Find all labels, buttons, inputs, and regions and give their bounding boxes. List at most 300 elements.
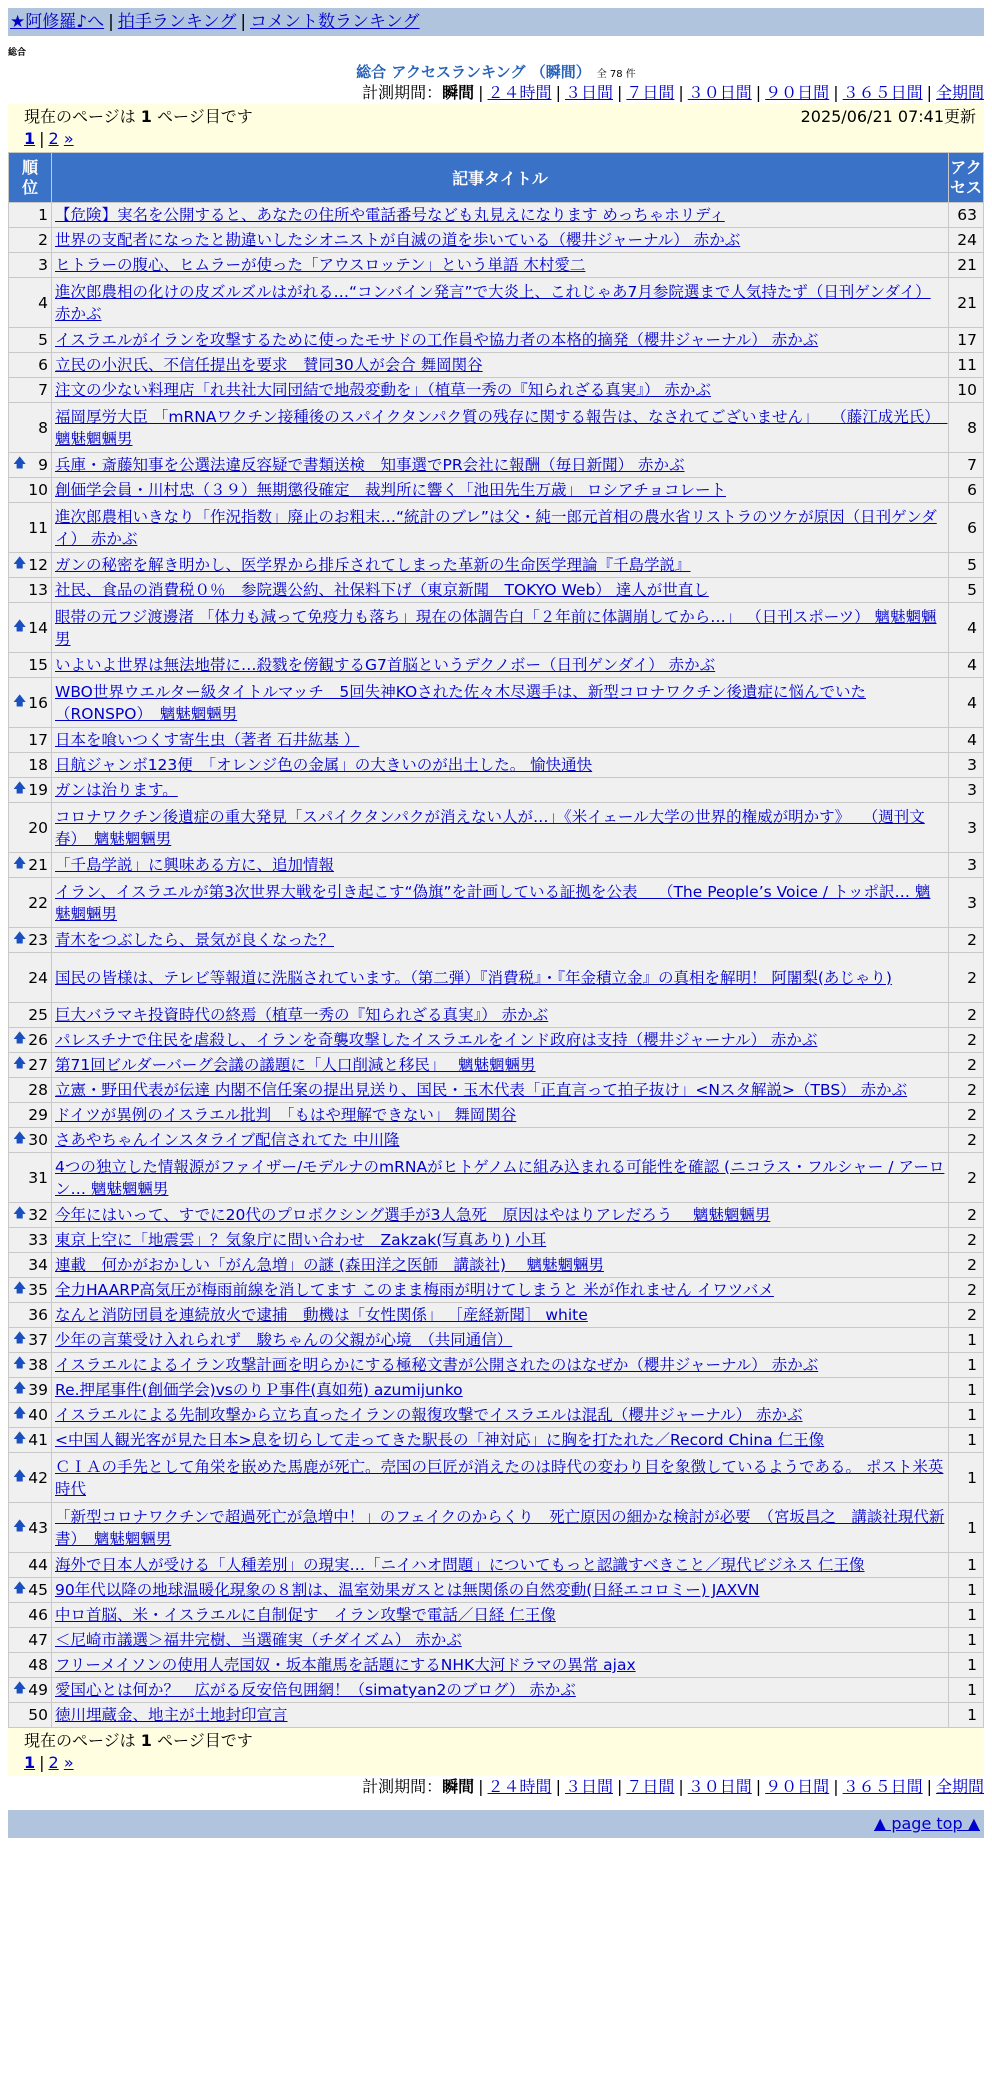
access-count: 11 xyxy=(949,353,983,377)
access-count: 2 xyxy=(949,1203,983,1227)
title-cell xyxy=(52,253,948,277)
article-title-link[interactable]: 東京上空に「地震雲」？気象庁に問い合わせ Zakzak(写真あり) 小耳 xyxy=(55,1231,547,1249)
page-title-area xyxy=(8,62,984,82)
table-row xyxy=(9,378,983,402)
title-cell xyxy=(52,278,948,327)
table-row xyxy=(9,778,983,802)
article-title-link[interactable]: ヒトラーの腹心、ヒムラーが使った「アウスロッテン」という単語 木村愛二 xyxy=(55,256,586,274)
table-row xyxy=(9,253,983,277)
rank-number: 11 xyxy=(28,518,48,537)
rank-up-arrow-icon: 🡅 xyxy=(13,1681,27,1696)
period-link-4[interactable]: ７日間 xyxy=(626,1777,675,1796)
rank-cell xyxy=(9,453,51,477)
rank-number: 3 xyxy=(38,256,48,274)
article-title-link[interactable]: フリーメイソンの使用人売国奴・坂本龍馬を話題にするNHK大河ドラマの異常 ajax xyxy=(55,1656,636,1674)
next-page-link[interactable]: » xyxy=(63,1753,74,1772)
title-cell xyxy=(52,353,948,377)
period-separator: | xyxy=(555,83,561,102)
table-row xyxy=(9,678,983,727)
article-title-link[interactable]: 海外で日本人が受ける「人種差別」の現実…「ニイハオ問題」についてもっと認識すべきこと／現代ビジネス 仁王像 xyxy=(55,1556,865,1574)
period-selector xyxy=(8,82,984,104)
rank-number: 17 xyxy=(28,731,48,749)
rank-up-arrow-icon: 🡅 xyxy=(13,1518,27,1534)
table-row xyxy=(9,1003,983,1027)
period-link-5[interactable]: ３０日間 xyxy=(687,1777,752,1796)
article-title-link[interactable]: 眼帯の元フジ渡邊渚 「体力も減って免疫力も落ち」現在の体調告白「２年前に体調崩してから…」 （日刊スポーツ） 魑魅魍魎男 xyxy=(55,607,937,648)
period-link-7[interactable]: ３６５日間 xyxy=(842,83,923,102)
title-cell xyxy=(52,1653,948,1677)
article-title-link[interactable]: なんと消防団員を連続放火で逮捕 動機は「女性関係」 ［産経新聞］ white xyxy=(55,1306,588,1324)
access-count: 21 xyxy=(949,253,983,277)
page-link-2[interactable]: 2 xyxy=(48,129,59,148)
period-link-7[interactable]: ３６５日間 xyxy=(842,1777,923,1796)
rank-number: 4 xyxy=(38,293,48,312)
rank-number: 14 xyxy=(28,618,48,637)
period-link-4[interactable]: ７日間 xyxy=(626,83,675,102)
article-title-link[interactable]: ドイツが異例のイスラエル批判 「もはや理解できない」 舞岡関谷 xyxy=(55,1106,517,1124)
rank-cell xyxy=(9,1053,51,1077)
page-top-link[interactable]: ▲ page top ▲ xyxy=(873,1814,980,1833)
access-count: 1 xyxy=(949,1703,983,1727)
article-title-link[interactable]: 全力HAARP高気圧が梅雨前線を消してます このまま梅雨が明けてしまうと 米が作れません イワツバメ xyxy=(55,1281,774,1299)
period-link-3[interactable]: ３日間 xyxy=(564,1777,613,1796)
table-row xyxy=(9,1028,983,1052)
table-row xyxy=(9,753,983,777)
access-count: 1 xyxy=(949,1403,983,1427)
article-title-link[interactable]: イスラエルがイランを攻撃するために使ったモサドの工作員や協力者の本格的摘発（櫻井ジャーナル） 赤かぶ xyxy=(55,331,819,349)
rank-number: 27 xyxy=(28,1056,48,1074)
article-title-link[interactable]: いよいよ世界は無法地帯に…殺戮を傍観するG7首脳というデクノボー（日刊ゲンダイ） 赤かぶ xyxy=(55,656,716,674)
access-count: 2 xyxy=(949,1303,983,1327)
access-count: 2 xyxy=(949,1003,983,1027)
rank-up-arrow-icon: 🡅 xyxy=(13,1356,27,1371)
rank-cell xyxy=(9,1578,51,1602)
article-title-link[interactable]: コロナワクチン後遺症の重大発見「スパイクタンパクが消えない人が…」《米イェール大学の世界的権威が明かす》 （週刊文春） 魑魅魍魎男 xyxy=(55,807,925,848)
period-link-1: 瞬間 xyxy=(442,1777,475,1796)
rank-up-arrow-icon: 🡅 xyxy=(13,1406,27,1421)
page-link-1[interactable]: 1 xyxy=(24,129,36,148)
rank-number: 20 xyxy=(28,818,48,837)
article-title-link[interactable]: 日本を喰いつくす寄生虫（著者 石井紘基 ） xyxy=(55,731,360,749)
article-title-link[interactable]: 兵庫・斎藤知事を公選法違反容疑で書類送検 知事選でPR会社に報酬（毎日新聞） 赤かぶ xyxy=(55,456,685,474)
article-title-link[interactable]: WBO世界ウエルター級タイトルマッチ 5回失神KOされた佐々木尽選手は、新型コロナワクチン後遺症に悩んでいた（RONSPO） 魑魅魍魎男 xyxy=(55,682,866,723)
table-row xyxy=(9,1278,983,1302)
title-cell xyxy=(52,1153,948,1202)
table-row xyxy=(9,578,983,602)
article-title-link[interactable]: 国民の皆様は、テレビ等報道に洗脳されています。（第二弾）『消費税』・『年金積立金』の真相を解明！ 阿闍梨(あじゃり) xyxy=(55,968,892,987)
article-title-link[interactable]: ガンの秘密を解き明かし、医学界から排斥されてしまった革新の生命医学理論『千島学説』 xyxy=(55,556,691,574)
rank-number: 44 xyxy=(28,1556,48,1574)
table-row xyxy=(9,953,983,1002)
article-title-link[interactable]: 4つの独立した情報源がファイザー/モデルナのmRNAがヒトゲノムに組み込まれる可能性を確認 (ニコラス・フルシャー / アーロン… 魑魅魍魎男 xyxy=(55,1157,945,1198)
rank-cell xyxy=(9,1153,51,1202)
title-cell xyxy=(52,1603,948,1627)
period-label: 計測期間： xyxy=(362,83,443,102)
access-count: 1 xyxy=(949,1503,983,1552)
table-row xyxy=(9,1503,983,1552)
period-separator: | xyxy=(926,1777,932,1796)
title-cell xyxy=(52,1678,948,1702)
rank-number: 49 xyxy=(28,1681,48,1699)
table-row xyxy=(9,278,983,327)
rank-cell xyxy=(9,728,51,752)
article-title-link[interactable]: 少年の言葉受け入れられず 駿ちゃんの父親が心境 （共同通信） xyxy=(55,1331,513,1349)
access-count: 3 xyxy=(949,753,983,777)
rank-cell xyxy=(9,403,51,452)
period-links xyxy=(442,1777,984,1796)
rank-cell xyxy=(9,1103,51,1127)
title-cell xyxy=(52,553,948,577)
table-row xyxy=(9,1403,983,1427)
table-row xyxy=(9,503,983,552)
rank-number: 30 xyxy=(28,1131,48,1149)
article-title-link[interactable]: 世界の支配者になったと勘違いしたシオニストが自滅の道を歩いている（櫻井ジャーナル） 赤かぶ xyxy=(55,231,741,249)
rank-cell xyxy=(9,1078,51,1102)
access-count: 4 xyxy=(949,603,983,652)
rank-cell xyxy=(9,253,51,277)
rank-cell xyxy=(9,578,51,602)
rank-cell xyxy=(9,1203,51,1227)
article-title-link[interactable]: 注文の少ない料理店「れ共社大同団結で地殻変動を」（植草一秀の『知られざる真実』） 赤かぶ xyxy=(55,381,711,399)
rank-number: 47 xyxy=(28,1631,48,1649)
rank-cell xyxy=(9,1678,51,1702)
access-count: 6 xyxy=(949,478,983,502)
article-title-link[interactable]: 【危険】実名を公開すると、あなたの住所や電話番号なども丸見えになります めっちゃホリディ xyxy=(55,206,725,224)
rank-cell xyxy=(9,1128,51,1152)
title-cell xyxy=(52,853,948,877)
title-cell xyxy=(52,578,948,602)
title-cell xyxy=(52,1403,948,1427)
title-cell xyxy=(52,1578,948,1602)
title-cell xyxy=(52,1078,948,1102)
article-title-link[interactable]: 日航ジャンボ123便 「オレンジ色の金属」の大きいのが出土した。 愉快通快 xyxy=(55,756,593,774)
rank-number: 42 xyxy=(28,1468,48,1487)
article-title-link[interactable]: <中国人観光客が見た日本>息を切らして走ってきた駅長の「神対応」に胸を打たれた／Record China 仁王像 xyxy=(55,1431,825,1449)
title-cell xyxy=(52,1203,948,1227)
title-cell xyxy=(52,1103,948,1127)
rank-number: 9 xyxy=(38,456,48,474)
period-separator: | xyxy=(678,1777,684,1796)
period-separator: | xyxy=(478,83,484,102)
table-row xyxy=(9,1053,983,1077)
access-count: 4 xyxy=(949,653,983,677)
article-title-link[interactable]: イラン、イスラエルが第3次世界大戦を引き起こす“偽旗”を計画している証拠を公表 （The People’s Voice / トッポ訳… 魑魅魍魎男 xyxy=(55,882,931,923)
table-row xyxy=(9,478,983,502)
title-cell xyxy=(52,878,948,927)
rank-up-arrow-icon: 🡅 xyxy=(13,1206,27,1221)
article-title-link[interactable]: 巨大バラマキ投資時代の終焉（植草一秀の『知られざる真実』） 赤かぶ xyxy=(55,1006,549,1024)
pager-top xyxy=(8,104,984,152)
article-title-link[interactable]: ＣＩＡの手先として角栄を嵌めた馬鹿が死亡。売国の巨匠が消えたのは時代の変わり目を象徴しているようである。 ポスト米英時代 xyxy=(55,1457,944,1498)
article-title-link[interactable]: 今年にはいって、すでに20代のプロボクシング選手が3人急死 原因はやはりアレだろう 魑魅魍魎男 xyxy=(55,1206,771,1224)
rank-number: 7 xyxy=(38,381,48,399)
rank-cell xyxy=(9,1603,51,1627)
title-cell xyxy=(52,1628,948,1652)
period-link-6[interactable]: ９０日間 xyxy=(765,83,830,102)
comment-ranking-link[interactable]: コメント数ランキング xyxy=(250,12,420,32)
access-count: 5 xyxy=(949,553,983,577)
rank-number: 36 xyxy=(28,1306,48,1324)
table-row xyxy=(9,353,983,377)
title-cell xyxy=(52,728,948,752)
table-row xyxy=(9,328,983,352)
page-link-1[interactable]: 1 xyxy=(24,1753,36,1772)
rank-cell xyxy=(9,653,51,677)
article-title-link[interactable]: 創価学会員・川村忠（３９）無期懲役確定 裁判所に響く「池田先生万歳」 ロシアチョコレート xyxy=(55,481,726,499)
period-link-8[interactable]: 全期間 xyxy=(935,1777,984,1796)
title-cell xyxy=(52,1003,948,1027)
table-row xyxy=(9,1353,983,1377)
rank-up-arrow-icon: 🡅 xyxy=(13,1431,27,1446)
rank-cell xyxy=(9,1628,51,1652)
access-count: 2 xyxy=(949,1228,983,1252)
period-separator: | xyxy=(616,83,623,102)
table-row xyxy=(9,1578,983,1602)
access-count: 6 xyxy=(949,503,983,552)
period-separator: | xyxy=(555,1777,561,1796)
period-separator: | xyxy=(755,1777,762,1796)
article-title-link[interactable]: イスラエルによるイラン攻撃計画を明らかにする極秘文書が公開されたのはなぜか（櫻井ジャーナル） 赤かぶ xyxy=(55,1356,819,1374)
rank-number: 22 xyxy=(28,893,48,912)
table-row xyxy=(9,1103,983,1127)
table-row xyxy=(9,453,983,477)
rank-up-arrow-icon: 🡅 xyxy=(13,1468,27,1484)
access-count: 1 xyxy=(949,1378,983,1402)
rank-cell xyxy=(9,1378,51,1402)
rank-up-arrow-icon: 🡅 xyxy=(13,1056,27,1071)
access-count: 7 xyxy=(949,453,983,477)
access-count: 2 xyxy=(949,1028,983,1052)
access-count: 1 xyxy=(949,1553,983,1577)
period-link-3[interactable]: ３日間 xyxy=(564,83,613,102)
rank-up-arrow-icon: 🡅 xyxy=(13,456,27,471)
access-count: 1 xyxy=(949,1678,983,1702)
title-cell xyxy=(52,803,948,852)
article-title-link[interactable]: 福岡厚労大臣 「mRNAワクチン接種後のスパイクタンパク質の残存に関する報告は、なされてございません」 （藤江成光氏） 魑魅魍魎男 xyxy=(55,407,948,448)
table-row xyxy=(9,878,983,927)
rank-up-arrow-icon: 🡅 xyxy=(13,693,27,709)
rank-cell xyxy=(9,1403,51,1427)
article-title-link[interactable]: 第71回ビルダーバーグ会議の議題に「人口削減と移民」 魑魅魍魎男 xyxy=(55,1056,536,1074)
rank-number: 37 xyxy=(28,1331,48,1349)
access-count: 1 xyxy=(949,1628,983,1652)
title-cell xyxy=(52,1453,948,1502)
header-access: アクセス xyxy=(949,153,983,202)
rank-cell xyxy=(9,328,51,352)
nav-separator: | xyxy=(240,12,247,32)
access-count: 2 xyxy=(949,928,983,952)
rank-cell xyxy=(9,1003,51,1027)
table-row xyxy=(9,1328,983,1352)
article-title-link[interactable]: さあやちゃんインスタライブ配信されてた 中川隆 xyxy=(55,1131,400,1149)
rank-number: 25 xyxy=(28,1006,48,1024)
title-cell xyxy=(52,1053,948,1077)
rank-cell xyxy=(9,928,51,952)
access-count: 2 xyxy=(949,1128,983,1152)
access-count: 1 xyxy=(949,1653,983,1677)
title-cell xyxy=(52,1703,948,1727)
period-link-2[interactable]: ２４時間 xyxy=(487,1777,552,1796)
title-cell xyxy=(52,1303,948,1327)
table-row xyxy=(9,1703,983,1727)
access-count: 2 xyxy=(949,1153,983,1202)
period-link-2[interactable]: ２４時間 xyxy=(487,83,552,102)
period-link-5[interactable]: ３０日間 xyxy=(687,83,752,102)
period-separator: | xyxy=(833,1777,839,1796)
table-row xyxy=(9,403,983,452)
rank-cell xyxy=(9,228,51,252)
rank-cell xyxy=(9,778,51,802)
access-count: 63 xyxy=(949,203,983,227)
rank-number: 12 xyxy=(28,556,48,574)
rank-cell xyxy=(9,1303,51,1327)
rank-number: 40 xyxy=(28,1406,48,1424)
table-row xyxy=(9,1553,983,1577)
rank-number: 43 xyxy=(28,1518,48,1537)
rank-cell xyxy=(9,278,51,327)
table-row xyxy=(9,928,983,952)
title-cell xyxy=(52,953,948,1002)
access-count: 4 xyxy=(949,728,983,752)
title-cell xyxy=(52,228,948,252)
rank-number: 18 xyxy=(28,756,48,774)
access-count: 24 xyxy=(949,228,983,252)
article-title-link[interactable]: 愛国心とは何か？ 広がる反安倍包囲網！（simatyan2のブログ） 赤かぶ xyxy=(55,1681,576,1699)
period-separator: | xyxy=(926,83,932,102)
rank-cell xyxy=(9,803,51,852)
rank-number: 26 xyxy=(28,1031,48,1049)
access-count: 2 xyxy=(949,1053,983,1077)
rank-number: 21 xyxy=(28,856,48,874)
category-label: 総合 xyxy=(8,48,27,58)
article-title-link[interactable]: イスラエルによる先制攻撃から立ち直ったイランの報復攻撃でイスラエルは混乱（櫻井ジャーナル） 赤かぶ xyxy=(55,1406,803,1424)
rank-up-arrow-icon: 🡅 xyxy=(13,1581,27,1596)
table-row xyxy=(9,603,983,652)
access-count: 2 xyxy=(949,1103,983,1127)
table-row xyxy=(9,1153,983,1202)
page-link-2[interactable]: 2 xyxy=(48,1753,59,1772)
article-title-link[interactable]: Re.押尾事件(創価学会)vsのりＰ事件(真如苑) azumijunko xyxy=(55,1381,463,1399)
rank-cell xyxy=(9,853,51,877)
rank-cell xyxy=(9,603,51,652)
title-cell xyxy=(52,778,948,802)
period-separator: | xyxy=(755,83,762,102)
next-page-link[interactable]: » xyxy=(63,129,74,148)
article-title-link[interactable]: 青木をつぶしたら、景気が良くなった？ xyxy=(55,931,335,949)
table-row xyxy=(9,1378,983,1402)
rank-cell xyxy=(9,1553,51,1577)
rank-up-arrow-icon: 🡅 xyxy=(13,856,27,871)
table-row xyxy=(9,1203,983,1227)
access-count: 5 xyxy=(949,578,983,602)
rank-number: 1 xyxy=(38,206,48,224)
rank-cell xyxy=(9,678,51,727)
article-title-link[interactable]: 90年代以降の地球温暖化現象の８割は、温室効果ガスとは無関係の自然変動(日経エコロミー) JAXVN xyxy=(55,1581,760,1599)
article-title-link[interactable]: 進次郎農相いきなり「作況指数」廃止のお粗末…“統計のブレ”は父・純一郎元首相の農水省リストラのツケが原因（日刊ゲンダイ） 赤かぶ xyxy=(55,507,937,548)
table-row xyxy=(9,553,983,577)
table-row xyxy=(9,1453,983,1502)
page-links-bottom xyxy=(24,1752,976,1774)
asyura-home-link[interactable]: ★阿修羅♪へ xyxy=(10,12,105,32)
title-cell xyxy=(52,203,948,227)
applause-ranking-link[interactable]: 拍手ランキング xyxy=(117,12,237,32)
rank-cell xyxy=(9,1328,51,1352)
rank-number: 45 xyxy=(28,1581,48,1599)
access-count: 1 xyxy=(949,1603,983,1627)
rank-number: 46 xyxy=(28,1606,48,1624)
article-title-link[interactable]: 中ロ首脳、米・イスラエルに自制促す イラン攻撃で電話／日経 仁王像 xyxy=(55,1606,556,1624)
access-count: 2 xyxy=(949,1078,983,1102)
period-links xyxy=(442,83,984,102)
article-title-link[interactable]: 連載 何かがおかしい「がん急増」の謎 (森田洋之医師 講談社) 魑魅魍魎男 xyxy=(55,1256,604,1274)
access-count: 8 xyxy=(949,403,983,452)
access-count: 21 xyxy=(949,278,983,327)
header-title: 記事タイトル xyxy=(52,153,948,202)
rank-number: 31 xyxy=(28,1168,48,1187)
table-row xyxy=(9,1128,983,1152)
title-cell xyxy=(52,678,948,727)
period-link-8[interactable]: 全期間 xyxy=(935,83,984,102)
rank-number: 28 xyxy=(28,1081,48,1099)
rank-number: 41 xyxy=(28,1431,48,1449)
table-row xyxy=(9,653,983,677)
article-title-link[interactable]: 「新型コロナワクチンで超過死亡が急増中！」のフェイクのからくり 死亡原因の細かな検討が必要 （宮坂昌之 講談社現代新書） 魑魅魍魎男 xyxy=(55,1507,945,1548)
rank-up-arrow-icon: 🡅 xyxy=(13,618,27,634)
access-count: 3 xyxy=(949,878,983,927)
rank-number: 32 xyxy=(28,1206,48,1224)
table-row xyxy=(9,203,983,227)
rank-up-arrow-icon: 🡅 xyxy=(13,1281,27,1296)
article-title-link[interactable]: 立民の小沢氏、不信任提出を要求 賛同30人が会合 舞岡関谷 xyxy=(55,356,483,374)
article-title-link[interactable]: 進次郎農相の化けの皮ズルズルはがれる…“コンバイン発言”で大炎上、これじゃあ7月参院選まで人気持たず（日刊ゲンダイ） 赤かぶ xyxy=(55,282,931,323)
rank-up-arrow-icon: 🡅 xyxy=(13,1331,27,1346)
header-rank: 順位 xyxy=(9,153,51,202)
updated-timestamp: 2025/06/21 07:41更新 xyxy=(800,107,976,126)
article-title-link[interactable]: パレスチナで住民を虐殺し、イランを奇襲攻撃したイスラエルをインド政府は支持（櫻井ジャーナル） 赤かぶ xyxy=(55,1031,818,1049)
article-title-link[interactable]: ガンは治ります。 xyxy=(55,781,178,799)
rank-cell xyxy=(9,553,51,577)
title-cell xyxy=(52,403,948,452)
period-link-6[interactable]: ９０日間 xyxy=(765,1777,830,1796)
access-count: 3 xyxy=(949,803,983,852)
rank-number: 13 xyxy=(28,581,48,599)
rank-cell xyxy=(9,1453,51,1502)
rank-number: 15 xyxy=(28,656,48,674)
article-title-link[interactable]: 徳川埋蔵金、地主が土地封印宣言 xyxy=(55,1706,288,1724)
rank-cell xyxy=(9,878,51,927)
rank-cell xyxy=(9,1503,51,1552)
bottom-nav-bar xyxy=(8,1810,984,1838)
article-title-link[interactable]: 立憲・野田代表が伝達 内閣不信任案の提出見送り、国民・玉木代表「正直言って拍子抜け」<Nスタ解説>（TBS） 赤かぶ xyxy=(55,1081,908,1099)
table-row xyxy=(9,803,983,852)
title-cell xyxy=(52,1253,948,1277)
title-cell xyxy=(52,328,948,352)
top-nav-bar xyxy=(8,8,984,36)
title-cell xyxy=(52,453,948,477)
rank-cell xyxy=(9,1253,51,1277)
article-title-link[interactable]: 社民、食品の消費税０％ 参院選公約、社保料下げ（東京新聞 TOKYO Web） 達人が世直し xyxy=(55,581,709,599)
access-count: 1 xyxy=(949,1353,983,1377)
access-count: 2 xyxy=(949,1253,983,1277)
table-row xyxy=(9,1678,983,1702)
period-separator: | xyxy=(478,1777,484,1796)
rank-cell xyxy=(9,1653,51,1677)
article-title-link[interactable]: ＜尼崎市議選＞福井完樹、当選確実（チダイズム） 赤かぶ xyxy=(55,1631,462,1649)
access-count: 1 xyxy=(949,1453,983,1502)
article-title-link[interactable]: 「千島学説」に興味ある方に、追加情報 xyxy=(55,856,335,874)
page-title: 総合 アクセスランキング （瞬間） xyxy=(356,63,591,81)
page-separator: | xyxy=(39,1753,45,1772)
